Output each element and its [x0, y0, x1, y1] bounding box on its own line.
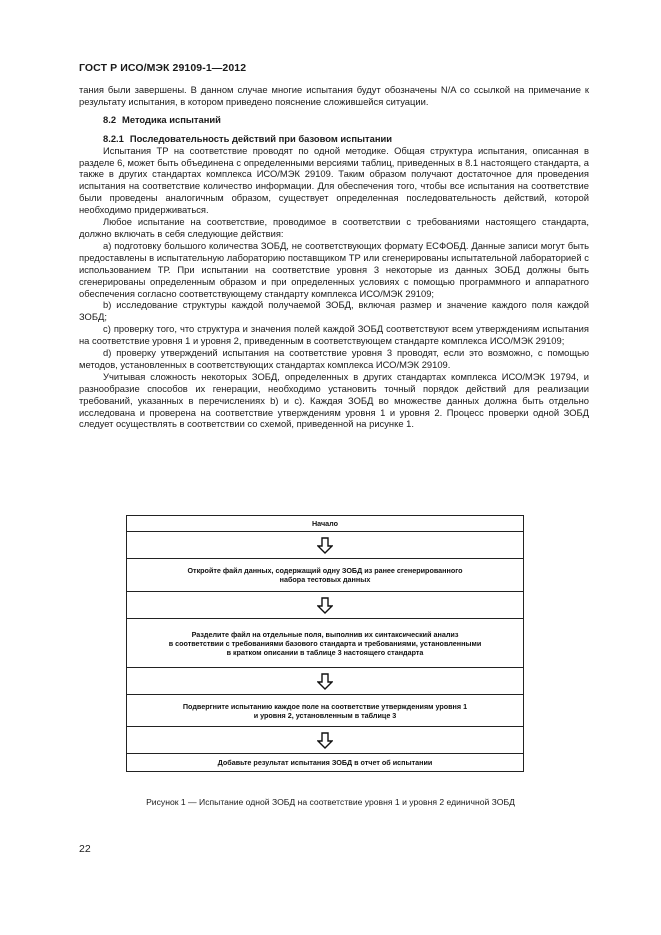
section-title: Методика испытаний: [122, 113, 221, 125]
paragraph: Любое испытание на соответствие, проводимое в соответствии с требованиями настоящего стандарта, должно включать в себя следующие действия:: [79, 216, 589, 239]
flow-step-text: набора тестовых данных: [279, 575, 371, 584]
flow-start-box: [126, 515, 524, 532]
subsection-heading: [79, 133, 589, 145]
down-arrow-icon: [317, 732, 333, 749]
list-item-b: b) исследование структуры каждой получаемой ЗОБД, включая размер и значение каждого поля каждой ЗОБД;: [79, 299, 589, 323]
paragraph: тания были завершены. В данном случае многие испытания будут обозначены N/A со ссылкой на примечание к результату испытания, в котором приведено пояснение сложившейся ситуации.: [79, 84, 589, 107]
document-body: [79, 84, 589, 430]
flow-arrow: [126, 532, 524, 559]
section-number: 8.2: [103, 113, 117, 125]
flow-step-open-file: [126, 559, 524, 592]
flow-step-text: Подвергните испытанию каждое поле на соответствие утверждениям уровня 1: [182, 701, 468, 711]
paragraph: Испытания ТР на соответствие проводят по одной методике. Общая структура испытания, описанная в разделе 6, может быть объединена с определенными версиями таблиц, приведенных в 8.1 настоящего стандарта, а также в других стандартах комплекса ИСО/МЭК 29109. Таким образом получают достаточное для проведения испытания на соответствие количество информации. Для обеспечения того, чтобы все испытания на соответствие были проведены аналогичным образом, существует определенная последовательность действий, которой необходимо придерживаться.: [79, 144, 589, 216]
flow-arrow: [126, 668, 524, 695]
flow-step-text: в кратком описании в таблице 3 настоящего стандарта: [226, 647, 424, 657]
flow-step-text: Добавьте результат испытания ЗОБД в отчет об испытании: [217, 758, 433, 767]
subsection-title: Последовательность действий при базовом испытании: [129, 132, 393, 144]
flow-start-label: Начало: [311, 519, 339, 528]
down-arrow-icon: [317, 537, 333, 554]
paragraph: Учитывая сложность некоторых ЗОБД, определенных в других стандартах комплекса ИСО/МЭК 19794, и разнообразие способов их генерации, необходимо установить точный порядок действий для реализации требований, указанных в перечислениях b) и c). Каждая ЗОБД во множестве данных должна быть отдельно исследована и проверена на соответствие утверждениям уровня 1 и уровня 2. Процесс проверки одной ЗОБД следует осуществлять в соответствии со схемой, приведенной на рисунке 1.: [79, 370, 589, 430]
flow-step-parse-file: [126, 619, 524, 668]
page-number: 22: [79, 843, 91, 855]
flow-arrow: [126, 592, 524, 619]
section-heading: [79, 114, 589, 126]
list-item-c: c) проверку того, что структура и значения полей каждой ЗОБД соответствуют всем утверждениям испытания на соответствие уровня 1 и уровня 2, приведенным в соответствующем стандарте комплекса ИСО/МЭК 29109;: [79, 323, 589, 347]
flowchart: [126, 515, 524, 772]
down-arrow-icon: [317, 673, 333, 690]
flow-step-text: в соответствии с требованиями базового стандарта и требованиями, установленными: [168, 638, 482, 648]
document-header: ГОСТ Р ИСО/МЭК 29109-1—2012: [79, 62, 247, 74]
flow-step-test-fields: [126, 695, 524, 727]
flow-arrow: [126, 727, 524, 754]
list-item-d: d) проверку утверждений испытания на соответствие уровня 3 проводят, если это возможно, с помощью методов, установленных в соответствующих стандартах комплекса ИСО/МЭК 29109.: [79, 347, 589, 370]
down-arrow-icon: [317, 597, 333, 614]
flow-step-text: Разделите файл на отдельные поля, выполнив их синтаксический анализ: [191, 629, 459, 639]
flow-step-add-result: [126, 754, 524, 772]
flow-step-text: Откройте файл данных, содержащий одну ЗОБД из ранее сгенерированного: [187, 566, 463, 575]
figure-caption: Рисунок 1 — Испытание одной ЗОБД на соответствие уровня 1 и уровня 2 единичной ЗОБД: [146, 797, 515, 807]
subsection-number: 8.2.1: [103, 132, 124, 144]
list-item-a: a) подготовку большого количества ЗОБД, не соответствующих формату ЕСФОБД. Данные записи могут быть предоставлены в испытательную лабораторию поставщиком ТР или сгенерированы испытательной лабораторией с использованием ТР. При испытании на соответствие уровня 3 некоторые из данных ЗОБД должны быть сгенерированы определенным образом и при определенных условиях с помощью программного и аппаратного обеспечения согласно соответствующему стандарту комплекса ИСО/МЭК 29109;: [79, 239, 589, 299]
flow-step-text: и уровня 2, установленным в таблице 3: [253, 710, 397, 720]
